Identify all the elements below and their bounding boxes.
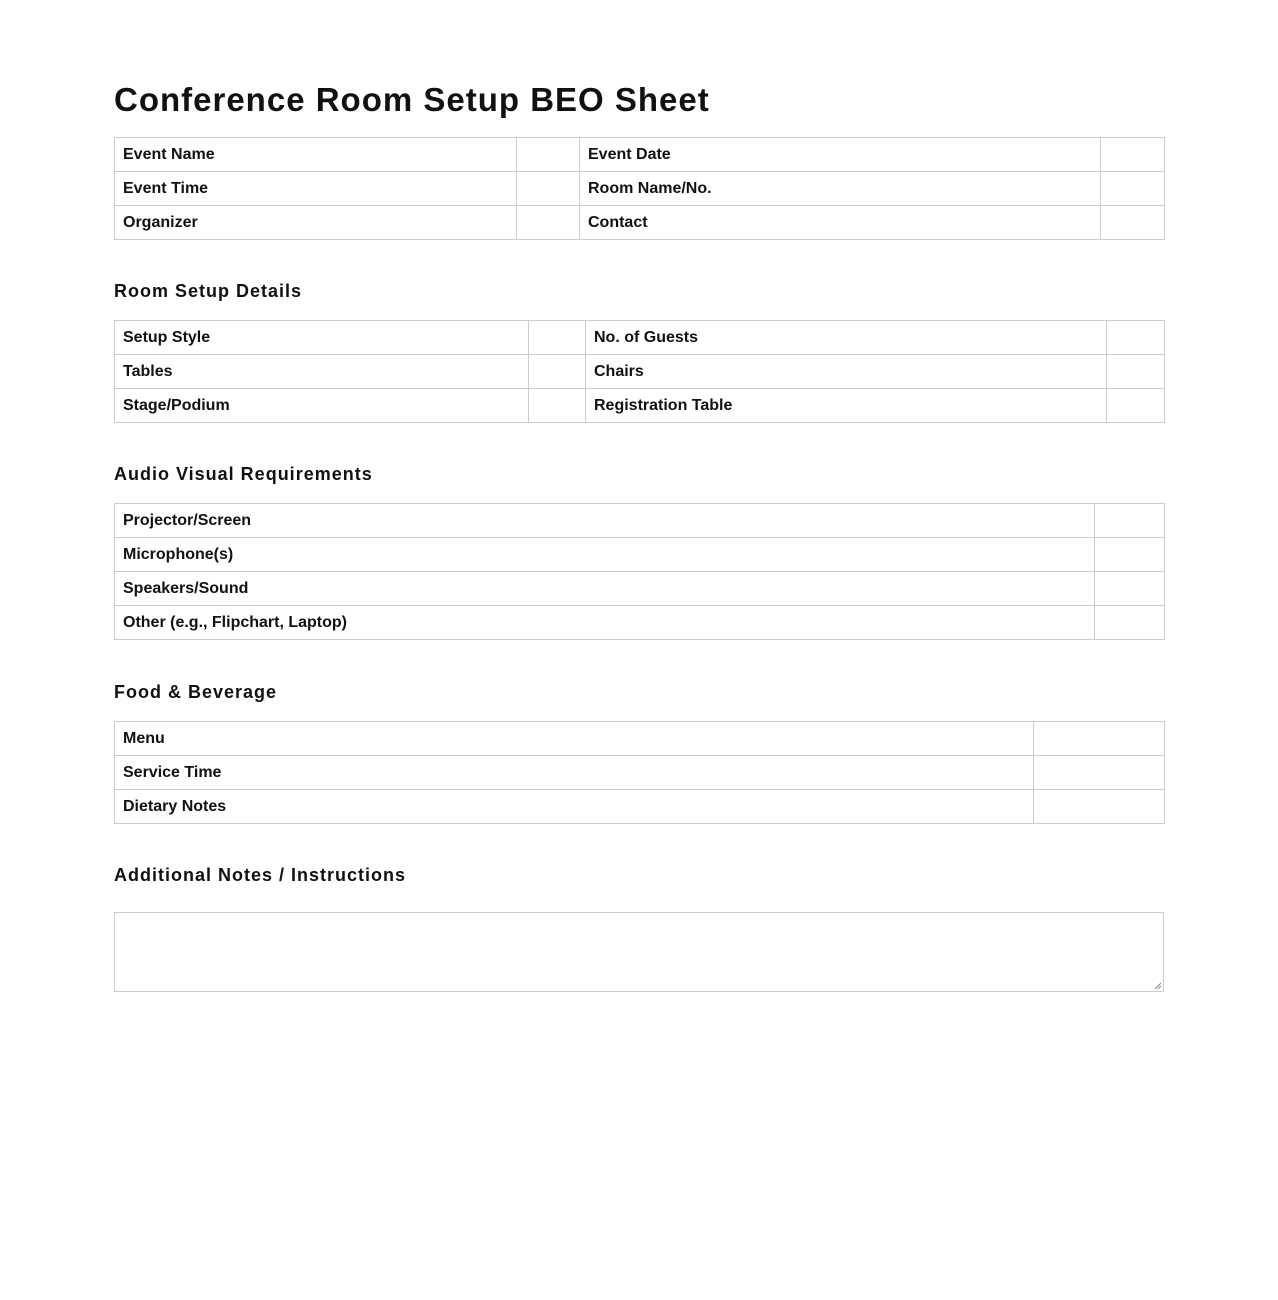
- dietary-notes-value[interactable]: [1034, 790, 1165, 824]
- organizer-label: Organizer: [115, 206, 517, 240]
- event-name-label: Event Name: [115, 138, 517, 172]
- table-row: [115, 572, 1165, 606]
- room-name-value[interactable]: [1101, 172, 1165, 206]
- audio-visual-heading: Audio Visual Requirements: [114, 464, 373, 484]
- other-av-label: Other (e.g., Flipchart, Laptop): [115, 606, 1095, 640]
- table-row: [115, 504, 1165, 538]
- tables-value[interactable]: [529, 355, 586, 389]
- tables-label: Tables: [115, 355, 529, 389]
- menu-value[interactable]: [1034, 722, 1165, 756]
- service-time-label: Service Time: [115, 756, 1034, 790]
- setup-style-value[interactable]: [529, 321, 586, 355]
- table-row: [115, 790, 1165, 824]
- stage-podium-value[interactable]: [529, 389, 586, 423]
- event-date-label: Event Date: [580, 138, 1101, 172]
- table-row: [115, 138, 1165, 172]
- food-beverage-table: [114, 721, 1165, 824]
- room-name-label: Room Name/No.: [580, 172, 1101, 206]
- room-setup-table: [114, 320, 1165, 423]
- table-row: [115, 321, 1165, 355]
- table-row: [115, 722, 1165, 756]
- additional-notes-heading: Additional Notes / Instructions: [114, 865, 407, 885]
- table-row: [115, 172, 1165, 206]
- food-beverage-heading: Food & Beverage: [114, 682, 278, 702]
- service-time-value[interactable]: [1034, 756, 1165, 790]
- table-row: [115, 606, 1165, 640]
- menu-label: Menu: [115, 722, 1034, 756]
- contact-value[interactable]: [1101, 206, 1165, 240]
- setup-style-label: Setup Style: [115, 321, 529, 355]
- microphones-label: Microphone(s): [115, 538, 1095, 572]
- chairs-label: Chairs: [586, 355, 1107, 389]
- table-row: [115, 538, 1165, 572]
- table-row: [115, 756, 1165, 790]
- dietary-notes-label: Dietary Notes: [115, 790, 1034, 824]
- projector-screen-label: Projector/Screen: [115, 504, 1095, 538]
- table-row: [115, 355, 1165, 389]
- other-av-value[interactable]: [1095, 606, 1165, 640]
- guests-label: No. of Guests: [586, 321, 1107, 355]
- page-title: Conference Room Setup BEO Sheet: [114, 81, 710, 118]
- additional-notes-textarea[interactable]: [114, 912, 1164, 992]
- speakers-sound-value[interactable]: [1095, 572, 1165, 606]
- audio-visual-table: [114, 503, 1165, 640]
- room-setup-heading: Room Setup Details: [114, 281, 303, 301]
- stage-podium-label: Stage/Podium: [115, 389, 529, 423]
- registration-table-label: Registration Table: [586, 389, 1107, 423]
- projector-screen-value[interactable]: [1095, 504, 1165, 538]
- table-row: [115, 389, 1165, 423]
- guests-value[interactable]: [1107, 321, 1165, 355]
- contact-label: Contact: [580, 206, 1101, 240]
- registration-table-value[interactable]: [1107, 389, 1165, 423]
- organizer-value[interactable]: [517, 206, 580, 240]
- microphones-value[interactable]: [1095, 538, 1165, 572]
- speakers-sound-label: Speakers/Sound: [115, 572, 1095, 606]
- event-time-value[interactable]: [517, 172, 580, 206]
- event-date-value[interactable]: [1101, 138, 1165, 172]
- event-time-label: Event Time: [115, 172, 517, 206]
- event-info-table: [114, 137, 1165, 240]
- chairs-value[interactable]: [1107, 355, 1165, 389]
- resize-grip-icon[interactable]: [1154, 982, 1162, 990]
- table-row: [115, 206, 1165, 240]
- event-name-value[interactable]: [517, 138, 580, 172]
